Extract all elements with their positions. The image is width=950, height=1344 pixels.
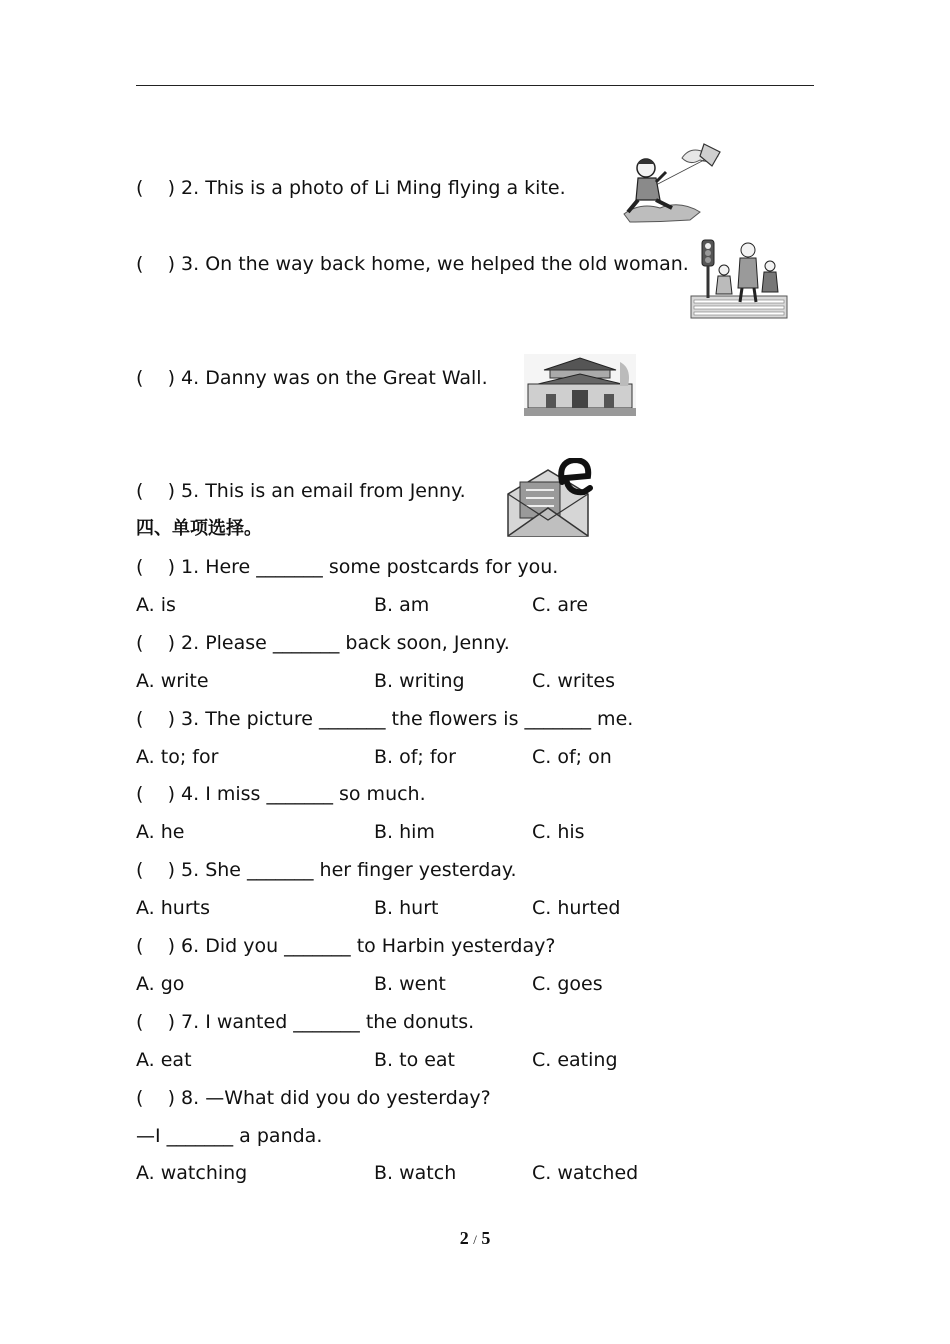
option-a: A. eat xyxy=(136,1049,192,1071)
question-answer-line: —I _______ a panda. xyxy=(136,1125,323,1147)
option-a: A. go xyxy=(136,973,185,995)
crossing-street-icon xyxy=(690,236,788,320)
question-stem: ( ) 5. She _______ her finger yesterday. xyxy=(136,859,517,881)
section-title: 四、单项选择。 xyxy=(136,518,262,539)
option-c: C. his xyxy=(532,821,585,843)
option-b: B. writing xyxy=(374,670,465,692)
question-stem: ( ) 6. Did you _______ to Harbin yesterday? xyxy=(136,935,556,957)
option-c: C. goes xyxy=(532,973,603,995)
option-c: C. writes xyxy=(532,670,616,692)
question-stem: ( ) 3. The picture _______ the flowers is _______ me. xyxy=(136,708,634,730)
question-stem: ( ) 2. Please _______ back soon, Jenny. xyxy=(136,632,510,654)
question-stem: ( ) 1. Here _______ some postcards for you. xyxy=(136,556,559,578)
option-a: A. write xyxy=(136,670,209,692)
option-c: C. eating xyxy=(532,1049,618,1071)
part3-item-3: ( ) 3. On the way back home, we helped the old woman. xyxy=(136,253,689,275)
email-icon xyxy=(504,458,594,538)
page-number xyxy=(0,1228,950,1249)
page-separator: / xyxy=(473,1232,477,1247)
option-b: B. hurt xyxy=(374,897,439,919)
question-stem: ( ) 7. I wanted _______ the donuts. xyxy=(136,1011,475,1033)
option-a: A. hurts xyxy=(136,897,210,919)
option-a: A. to; for xyxy=(136,746,219,768)
option-b: B. of; for xyxy=(374,746,456,768)
question-stem: ( ) 4. I miss _______ so much. xyxy=(136,783,426,805)
part3-item-4: ( ) 4. Danny was on the Great Wall. xyxy=(136,367,488,389)
option-c: C. hurted xyxy=(532,897,621,919)
tiananmen-icon xyxy=(524,354,636,416)
option-b: B. him xyxy=(374,821,435,843)
option-b: B. am xyxy=(374,594,430,616)
part3-item-5: ( ) 5. This is an email from Jenny. xyxy=(136,480,466,502)
option-c: C. of; on xyxy=(532,746,612,768)
option-a: A. he xyxy=(136,821,185,843)
option-c: C. watched xyxy=(532,1162,639,1184)
part3-item-2: ( ) 2. This is a photo of Li Ming flying a kite. xyxy=(136,177,566,199)
option-c: C. are xyxy=(532,594,589,616)
question-stem: ( ) 8. —What did you do yesterday? xyxy=(136,1087,491,1109)
option-a: A. is xyxy=(136,594,176,616)
header-rule xyxy=(136,85,814,86)
option-b: B. to eat xyxy=(374,1049,456,1071)
option-b: B. watch xyxy=(374,1162,457,1184)
kite-boy-icon xyxy=(620,142,724,226)
option-a: A. watching xyxy=(136,1162,248,1184)
page-current: 2 xyxy=(459,1228,469,1248)
option-b: B. went xyxy=(374,973,446,995)
page-total: 5 xyxy=(481,1228,491,1248)
